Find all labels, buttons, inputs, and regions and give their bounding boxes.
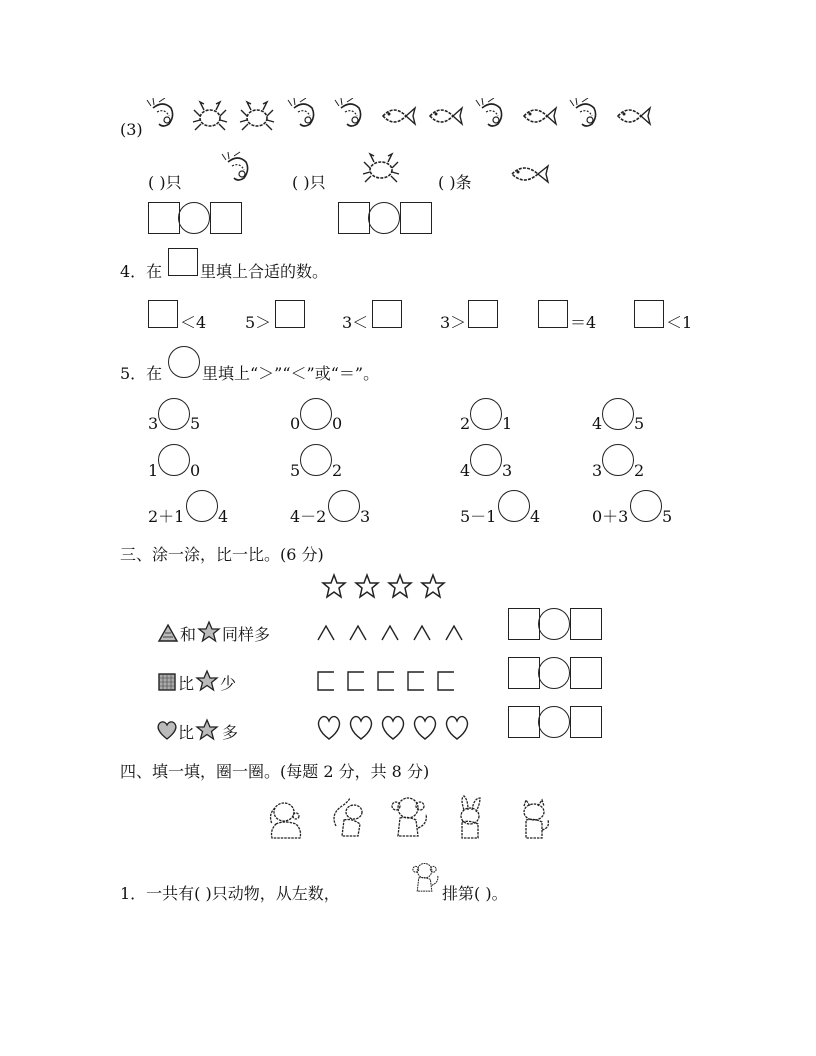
sign-circle[interactable] [368,202,400,234]
s3-row1-same: 同样多 [222,625,271,644]
q5-r3-3-right: 4 [530,507,541,526]
q5-r2-1-left: 1 [148,461,159,480]
q4-item-2: 5＞ [245,313,272,332]
star-row [322,574,452,600]
q4-sample-box [168,248,198,276]
q4-suffix: 里填上合适的数。 [200,262,329,281]
crab-icon [362,150,400,186]
q3-compare-box-2[interactable] [338,202,434,234]
q5-r1-2-left: 0 [290,414,301,433]
q3-blank-shrimp[interactable]: ( )只 [148,173,182,192]
number-box[interactable] [570,657,602,689]
heart-shape [351,717,372,739]
q5-r3-2-left: 4－2 [290,507,327,526]
q5-r3-1-left: 2＋1 [148,507,185,526]
bracket-shape [408,672,424,690]
star-icon [196,719,218,741]
q5-r1-4-left: 4 [592,414,603,433]
q5-r3-1-circle[interactable] [186,490,218,522]
sign-circle[interactable] [538,608,570,640]
caret-shape [318,626,334,640]
number-box[interactable] [570,608,602,640]
shrimp-icon [568,98,606,134]
q5-r1-4-circle[interactable] [602,398,634,430]
q5-r2-1-right: 0 [190,461,201,480]
q5-sample-circle [168,346,200,378]
star-icon [323,575,345,597]
s3-row1-and: 和 [180,625,197,644]
sign-circle[interactable] [538,706,570,738]
caret-shape [382,626,398,640]
q3-blank-fish[interactable]: ( )条 [438,173,472,192]
number-box[interactable] [508,706,540,738]
monkey-icon [388,794,432,842]
q4-item-5: ＝4 [570,313,597,332]
caret-shape [350,626,366,640]
q5-r2-3-left: 4 [460,461,471,480]
number-box[interactable] [508,657,540,689]
number-box[interactable] [148,202,180,234]
s3-row3-more: 多 [222,723,239,742]
heart-row [316,713,471,741]
section3-title: 三、涂一涂，比一比。(6 分) [120,545,324,564]
q5-r2-4-right: 2 [634,461,645,480]
fish-icon [380,98,418,134]
q4-box-2[interactable] [275,300,305,328]
squirrel-icon [328,796,370,842]
q5-r1-3-left: 2 [460,414,471,433]
q5-r3-2-circle[interactable] [328,490,360,522]
fish-icon [427,98,465,134]
puppy-icon [266,798,308,842]
q5-suffix: 里填上“＞”“＜”或“＝”。 [202,364,380,383]
q5-r2-4-circle[interactable] [602,444,634,476]
crab-icon [192,98,230,134]
s4-q1-part-b: 排第( )。 [442,884,508,903]
star-icon [389,575,411,597]
bracket-shape [348,672,364,690]
q5-r2-2-left: 5 [290,461,301,480]
q4-box-6[interactable] [634,300,664,328]
s3-compare-box-2[interactable] [508,657,604,689]
star-icon [356,575,378,597]
q5-r1-2-circle[interactable] [300,398,332,430]
cat-icon [514,798,554,842]
q3-label: (3) [120,120,143,139]
q4-item-6: ＜1 [666,313,693,332]
sign-circle[interactable] [538,657,570,689]
q5-r2-3-right: 3 [502,461,513,480]
caret-shape [446,626,462,640]
number-box[interactable] [338,202,370,234]
heart-shape [383,717,404,739]
q4-box-1[interactable] [148,300,178,328]
number-box[interactable] [210,202,242,234]
s3-compare-box-1[interactable] [508,608,604,640]
star-icon [196,670,218,692]
bracket-shape [378,672,394,690]
star-icon [422,575,444,597]
q5-prefix: 5．在 [120,364,163,383]
s4-q1-part-a: 1．一共有( )只动物，从左数， [120,884,340,903]
shrimp-icon [220,152,254,186]
q4-item-4: 3＞ [440,313,467,332]
monkey-icon [410,858,442,898]
q5-r3-4-right: 5 [662,507,673,526]
fish-icon [615,98,653,134]
heart-shape [319,717,340,739]
q4-box-5[interactable] [538,300,568,328]
s3-row2-than: 比 [178,674,195,693]
bracket-shape [438,672,454,690]
q4-item-1: ＜4 [180,313,207,332]
q4-prefix: 4．在 [120,262,163,281]
q5-r1-3-right: 1 [502,414,513,433]
q3-blank-crab[interactable]: ( )只 [292,173,326,192]
q3-picture-row [145,96,675,136]
rabbit-icon [450,794,490,842]
caret-shape [414,626,430,640]
q5-r2-1-circle[interactable] [158,444,190,476]
number-box[interactable] [570,706,602,738]
shrimp-icon [145,98,183,134]
q5-r2-4-left: 3 [592,461,603,480]
shrimp-icon [286,98,324,134]
fish-icon [521,98,559,134]
bracket-row [316,670,461,692]
q4-box-3[interactable] [372,300,402,328]
q5-r2-2-right: 2 [332,461,343,480]
q5-r1-4-right: 5 [634,414,645,433]
crab-icon [239,98,277,134]
caret-row [316,622,466,642]
q5-r2-3-circle[interactable] [470,444,502,476]
q4-box-4[interactable] [468,300,498,328]
q5-r1-1-left: 3 [148,414,159,433]
q5-r3-3-left: 5－1 [460,507,497,526]
heart-shape [447,717,468,739]
bracket-shape [318,672,334,690]
triangle-icon [158,624,178,642]
section4-title: 四、填一填，圈一圈。(每题 2 分，共 8 分) [120,762,430,781]
s3-compare-box-3[interactable] [508,706,604,738]
q5-r2-2-circle[interactable] [300,444,332,476]
s3-row3-than: 比 [178,723,195,742]
q5-r1-3-circle[interactable] [470,398,502,430]
fish-icon [508,160,550,188]
sign-circle[interactable] [178,202,210,234]
number-box[interactable] [508,608,540,640]
q3-compare-box-1[interactable] [148,202,244,234]
shrimp-icon [474,98,512,134]
q5-r3-3-circle[interactable] [498,490,530,522]
q5-r3-1-right: 4 [218,507,229,526]
s3-row2-less: 少 [220,674,237,693]
heart-shape [415,717,436,739]
shrimp-icon [333,98,371,134]
q5-r1-2-right: 0 [332,414,343,433]
number-box[interactable] [400,202,432,234]
square-icon [158,673,176,691]
q5-r3-4-circle[interactable] [630,490,662,522]
star-icon [198,621,220,643]
q5-r1-1-right: 5 [190,414,201,433]
q5-r1-1-circle[interactable] [158,398,190,430]
q5-r3-4-left: 0＋3 [592,507,629,526]
q5-r3-2-right: 3 [360,507,371,526]
heart-icon [156,719,178,741]
q4-item-3: 3＜ [342,313,369,332]
